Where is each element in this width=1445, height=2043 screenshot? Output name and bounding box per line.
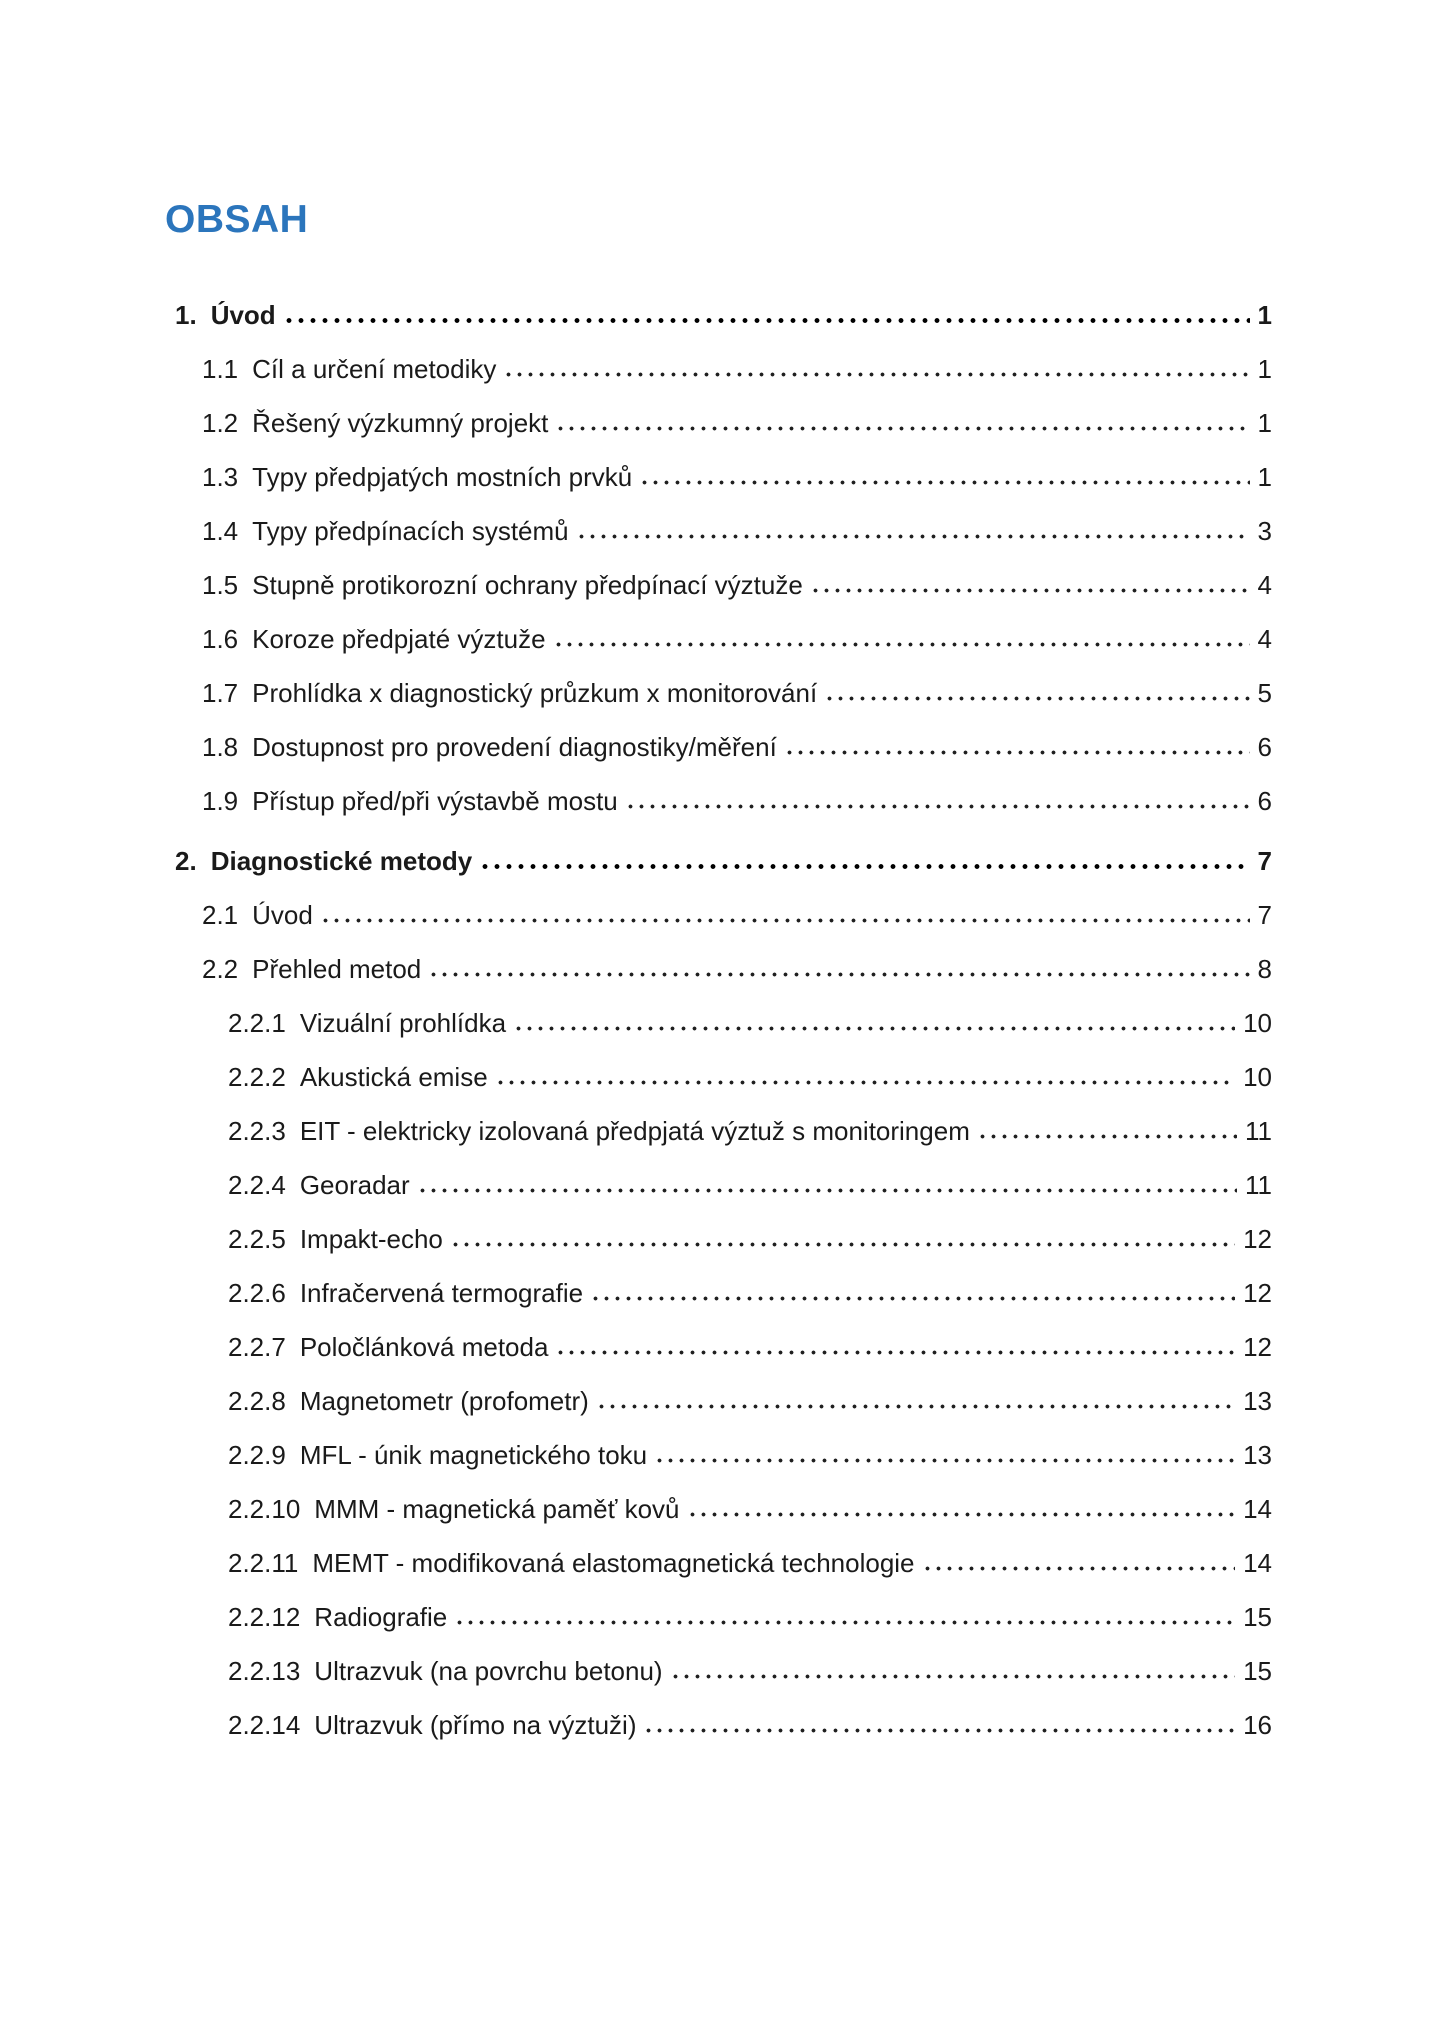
toc-entry-title: Přehled metod <box>252 954 422 984</box>
toc-dot-leader <box>824 695 1249 702</box>
toc-entry-title: Infračervená termografie <box>299 1278 584 1308</box>
toc-entry-number: 1.7 <box>202 678 239 708</box>
toc-entry-page: 5 <box>1257 678 1272 708</box>
toc-dot-leader <box>590 1295 1235 1302</box>
toc-entry-page: 4 <box>1257 570 1272 600</box>
toc-entry[interactable] <box>228 1386 1272 1416</box>
toc-entry-page: 11 <box>1245 1116 1272 1146</box>
toc-entry-page: 8 <box>1257 954 1272 984</box>
toc-entry-title: Ultrazvuk (na povrchu betonu) <box>314 1656 663 1686</box>
toc-dot-leader <box>576 533 1250 540</box>
toc-entry-page: 12 <box>1243 1278 1272 1308</box>
toc-dot-leader <box>495 1079 1235 1086</box>
toc-dot-leader <box>450 1241 1235 1248</box>
toc-entry-title: Diagnostické metody <box>210 846 473 876</box>
toc-entry-number: 2.2.13 <box>228 1656 301 1686</box>
toc-entry-title: Poločlánková metoda <box>299 1332 549 1362</box>
toc-entry[interactable] <box>228 1440 1272 1470</box>
toc-entry-number: 1.8 <box>202 732 239 762</box>
toc-entry-page: 1 <box>1257 300 1272 330</box>
toc-entry-title: Přístup před/při výstavbě mostu <box>252 786 618 816</box>
toc-entry-page: 6 <box>1257 786 1272 816</box>
toc-entry-page: 1 <box>1257 462 1272 492</box>
toc-entry[interactable] <box>202 900 1272 930</box>
toc-entry-page: 10 <box>1243 1008 1272 1038</box>
toc-entry-page: 13 <box>1243 1386 1272 1416</box>
toc-entry[interactable] <box>228 1656 1272 1686</box>
toc-entry-number: 2. <box>175 846 197 876</box>
toc-entry-page: 10 <box>1243 1062 1272 1092</box>
toc-dot-leader <box>639 479 1249 486</box>
toc-entry-number: 2.2.14 <box>228 1710 301 1740</box>
toc-entry-title: MFL - únik magnetického toku <box>299 1440 648 1470</box>
toc-entry-title: Radiografie <box>314 1602 448 1632</box>
toc-entry-title: Prohlídka x diagnostický průzkum x monitorování <box>252 678 818 708</box>
toc-entry-number: 2.2.3 <box>228 1116 286 1146</box>
toc-entry-title: Typy předpínacích systémů <box>252 516 569 546</box>
toc-dot-leader <box>417 1187 1237 1194</box>
toc-dot-leader <box>596 1403 1235 1410</box>
toc-entry-number: 2.2.8 <box>228 1386 286 1416</box>
toc-entry[interactable] <box>228 1170 1272 1200</box>
toc-entry-title: Úvod <box>252 900 313 930</box>
toc-entry-page: 7 <box>1257 846 1272 876</box>
toc-entry-title: MEMT - modifikovaná elastomagnetická technologie <box>312 1548 915 1578</box>
toc-entry[interactable] <box>228 1710 1272 1740</box>
toc-entry-number: 2.2.10 <box>228 1494 301 1524</box>
toc-entry-number: 2.2.11 <box>228 1548 299 1578</box>
toc-entry-title: Typy předpjatých mostních prvků <box>252 462 633 492</box>
toc-dot-leader <box>503 371 1249 378</box>
toc-entry-title: Cíl a určení metodiky <box>252 354 497 384</box>
toc-entry-page: 16 <box>1243 1710 1272 1740</box>
toc-dot-leader <box>320 917 1250 924</box>
toc-entry-title: Impakt-echo <box>299 1224 443 1254</box>
toc-entry-title: EIT - elektricky izolovaná předpjatá výztuž s monitoringem <box>299 1116 970 1146</box>
toc-entry-page: 3 <box>1257 516 1272 546</box>
toc-entry[interactable] <box>228 1224 1272 1254</box>
toc-entry-title: Ultrazvuk (přímo na výztuži) <box>314 1710 637 1740</box>
toc-entry-number: 1.1 <box>202 354 239 384</box>
toc-entry-page: 4 <box>1257 624 1272 654</box>
toc-entry[interactable] <box>228 1602 1272 1632</box>
toc-entry-page: 14 <box>1243 1548 1272 1578</box>
toc-entry[interactable] <box>202 954 1272 984</box>
toc-entry-number: 2.2.2 <box>228 1062 286 1092</box>
toc-dot-leader <box>784 749 1250 756</box>
toc-entry-number: 1.3 <box>202 462 239 492</box>
toc-entry-number: 2.1 <box>202 900 239 930</box>
toc-dot-leader <box>428 971 1249 978</box>
toc-entry[interactable] <box>228 1332 1272 1362</box>
toc-entry-page: 15 <box>1243 1656 1272 1686</box>
toc-dot-leader <box>625 803 1250 810</box>
toc-entry-number: 2.2.1 <box>228 1008 286 1038</box>
toc-entry-number: 2.2.4 <box>228 1170 286 1200</box>
toc-entry[interactable] <box>228 1116 1272 1146</box>
toc-entry-page: 13 <box>1243 1440 1272 1470</box>
toc-entry-number: 2.2.12 <box>228 1602 301 1632</box>
toc-entry-page: 1 <box>1257 354 1272 384</box>
toc-entry-title: Vizuální prohlídka <box>299 1008 507 1038</box>
toc-entry[interactable] <box>202 570 1272 600</box>
toc-entry-number: 2.2.5 <box>228 1224 286 1254</box>
toc-dot-leader <box>687 1511 1236 1518</box>
toc-entry-page: 1 <box>1257 408 1272 438</box>
toc-entry-title: MMM - magnetická paměť kovů <box>314 1494 680 1524</box>
toc-entry[interactable] <box>202 462 1272 492</box>
toc-entry-title: Řešený výzkumný projekt <box>252 408 549 438</box>
toc-entry[interactable] <box>228 1548 1272 1578</box>
toc-entry-number: 1.6 <box>202 624 239 654</box>
toc-entry-number: 1.5 <box>202 570 239 600</box>
toc-entry-title: Georadar <box>299 1170 410 1200</box>
toc-entry-page: 14 <box>1243 1494 1272 1524</box>
toc-entry[interactable] <box>228 1278 1272 1308</box>
toc-entry[interactable] <box>202 354 1272 384</box>
toc-entry-page: 12 <box>1243 1224 1272 1254</box>
toc-entry-page: 12 <box>1243 1332 1272 1362</box>
toc-entry-title: Dostupnost pro provedení diagnostiky/měření <box>252 732 777 762</box>
toc-entry[interactable] <box>228 1008 1272 1038</box>
toc-entry-number: 1. <box>175 300 197 330</box>
toc-entry[interactable] <box>228 1062 1272 1092</box>
toc-entry[interactable] <box>202 624 1272 654</box>
toc-dot-leader <box>513 1025 1235 1032</box>
toc-entry-page: 7 <box>1257 900 1272 930</box>
toc-entry-page: 6 <box>1257 732 1272 762</box>
toc-dot-leader <box>479 863 1249 870</box>
toc-entry-page: 15 <box>1243 1602 1272 1632</box>
toc-dot-leader <box>283 317 1250 324</box>
toc-entry[interactable] <box>175 846 1272 876</box>
toc-content <box>165 198 1272 1764</box>
toc-entry-title: Magnetometr (profometr) <box>299 1386 589 1416</box>
toc-entry-number: 2.2.6 <box>228 1278 286 1308</box>
toc-entry-number: 2.2.9 <box>228 1440 286 1470</box>
toc-entry[interactable] <box>202 408 1272 438</box>
toc-dot-leader <box>977 1133 1237 1140</box>
toc-entry-number: 1.4 <box>202 516 239 546</box>
toc-dot-leader <box>654 1457 1235 1464</box>
toc-entry-title: Úvod <box>210 300 276 330</box>
toc-entry-number: 2.2.7 <box>228 1332 286 1362</box>
toc-dot-leader <box>553 641 1250 648</box>
toc-entry[interactable] <box>202 786 1272 816</box>
toc-dot-leader <box>555 425 1249 432</box>
toc-dot-leader <box>454 1619 1235 1626</box>
toc-entry-number: 1.9 <box>202 786 239 816</box>
toc-dot-leader <box>810 587 1250 594</box>
toc-entry-title: Koroze předpjaté výztuže <box>252 624 546 654</box>
toc-entry-number: 2.2 <box>202 954 239 984</box>
toc-dot-leader <box>922 1565 1236 1572</box>
toc-entry[interactable] <box>175 300 1272 330</box>
toc-dot-leader <box>643 1727 1235 1734</box>
toc-entry-title: Akustická emise <box>299 1062 488 1092</box>
toc-entry-title: Stupně protikorozní ochrany předpínací výztuže <box>252 570 803 600</box>
toc-entry[interactable] <box>228 1494 1272 1524</box>
page-title: OBSAH <box>165 198 309 241</box>
toc-dot-leader <box>555 1349 1235 1356</box>
toc-entry[interactable] <box>202 732 1272 762</box>
toc-entry[interactable] <box>202 516 1272 546</box>
toc-entry-number: 1.2 <box>202 408 239 438</box>
toc-entry-page: 11 <box>1245 1170 1272 1200</box>
toc-entry[interactable] <box>202 678 1272 708</box>
toc-dot-leader <box>670 1673 1235 1680</box>
table-of-contents <box>175 300 1272 1740</box>
